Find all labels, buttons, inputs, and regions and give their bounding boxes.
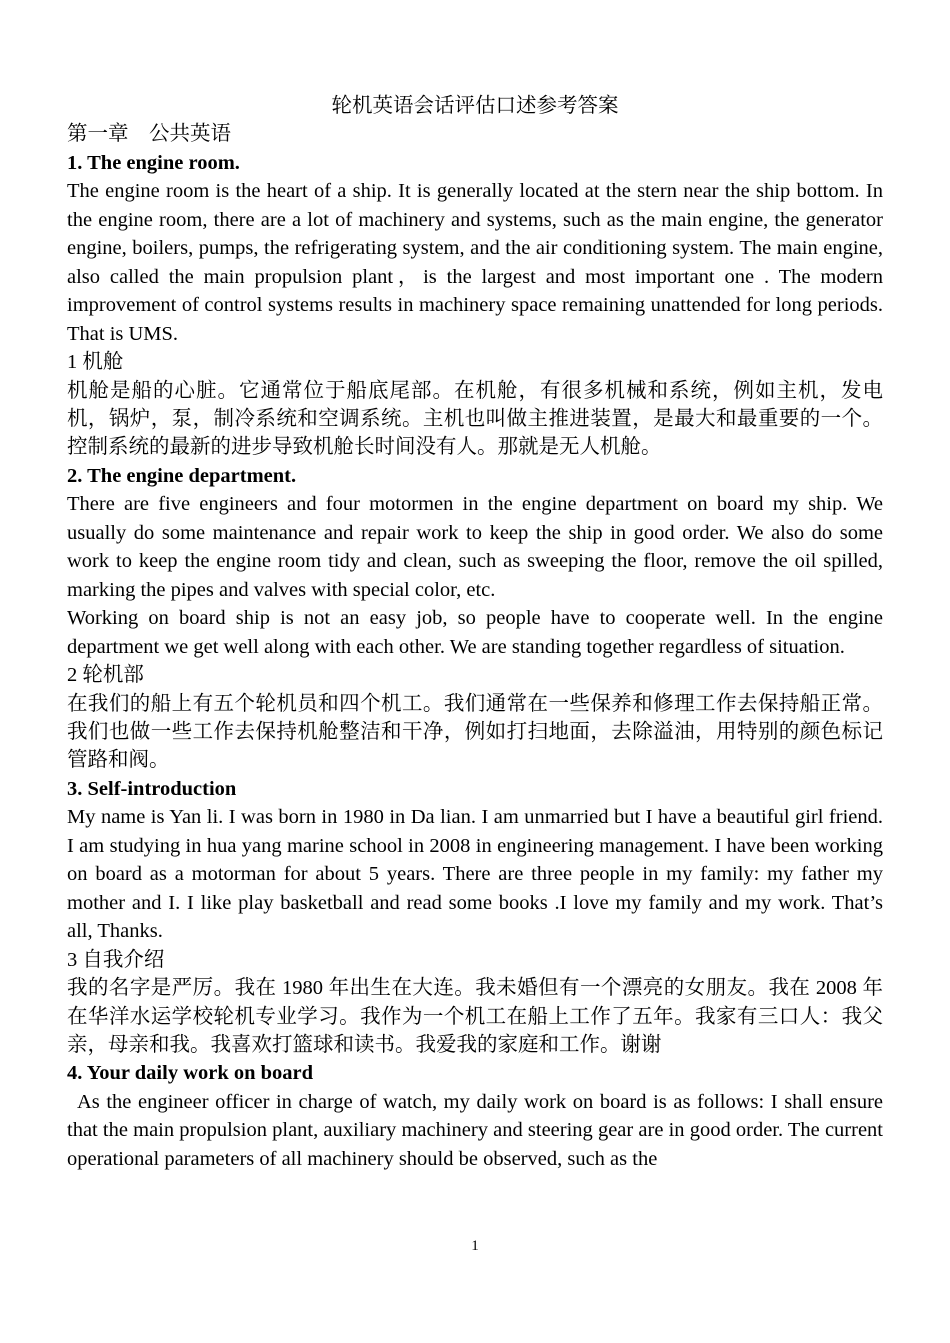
section-3-english-text: My name is Yan li. I was born in 1980 in Da lian. I am unmarried but I have a beautiful girl friend. I am studying in hua yang marine school in 2008 in engineering management. I have been working on board as a motorman for about 5 years. There are three people in my family: my father my mother and I. I like play basketball and read some books .I love my family and my work. That’s all, Thanks. xyxy=(67,806,883,943)
document-page xyxy=(67,92,883,1173)
document-title: 轮机英语会话评估口述参考答案 xyxy=(331,95,619,117)
section-1-heading: 1. The engine room. xyxy=(67,151,240,174)
section-2-english-text-2: Working on board ship is not an easy job, so people have to cooperate well. In the engine department we get well along with each other. We are standing together regardless of situation. xyxy=(67,607,883,658)
section-1-chinese-heading: 1 机舱 xyxy=(67,351,124,374)
chapter-heading: 第一章 公共英语 xyxy=(67,123,231,146)
page-number: 1 xyxy=(471,1238,479,1254)
section-4-english-text xyxy=(67,1088,883,1173)
section-2-heading: 2. The engine department. xyxy=(67,464,297,487)
section-2-chinese-text: 在我们的船上有五个轮机员和四个机工。我们通常在一些保养和修理工作去保持船正常。我们也做一些工作去保持机舱整洁和干净，例如打扫地面，去除溢油，用特别的颜色标记管路和阀。 xyxy=(67,692,883,772)
section-1-chinese-text: 机舱是船的心脏。它通常位于船底尾部。在机舱，有很多机械和系统，例如主机，发电机，锅炉，泵，制冷系统和空调系统。主机也叫做主推进装置，是最大和最重要的一个。控制系统的最新的进步导致机舱长时间没有人。那就是无人机舱。 xyxy=(67,379,883,459)
section-4-english-body: As the engineer officer in charge of watch, my daily work on board is as follows: I shall ensure that the main propulsion plant, auxiliary machinery and steering gear are in good order. The current operational parameters of all machinery should be observed, such as the xyxy=(67,1090,883,1170)
section-1-english-text: The engine room is the heart of a ship. It is generally located at the stern near the ship bottom. In the engine room, there are a lot of machinery and systems, such as the main engine, the generator engine, boilers, pumps, the refrigerating system, and the air conditioning system. The main engine, also called the main propulsion plant，is the largest and most important one . The modern improvement of control systems results in machinery space remaining unattended for long periods. That is UMS. xyxy=(67,180,883,345)
section-3-heading: 3. Self-introduction xyxy=(67,777,237,800)
section-4-heading: 4. Your daily work on board xyxy=(67,1062,314,1085)
section-2-english-text-1: There are five engineers and four motormen in the engine department on board my ship. We usually do some maintenance and repair work to keep the ship in good order. We also do some work to keep the engine room tidy and clean, such as sweeping the floor, remove the oil spilled, marking the pipes and valves with special color, etc. xyxy=(67,493,883,601)
section-3-chinese-text: 我的名字是严厉。我在 1980 年出生在大连。我未婚但有一个漂亮的女朋友。我在 2008 年在华洋水运学校轮机专业学习。我作为一个机工在船上工作了五年。我家有三口人：我父亲，母亲和我。我喜欢打篮球和读书。我爱我的家庭和工作。谢谢 xyxy=(67,977,883,1056)
section-3-chinese-heading: 3 自我介绍 xyxy=(67,948,165,971)
section-2-chinese-heading: 2 轮机部 xyxy=(67,664,144,687)
